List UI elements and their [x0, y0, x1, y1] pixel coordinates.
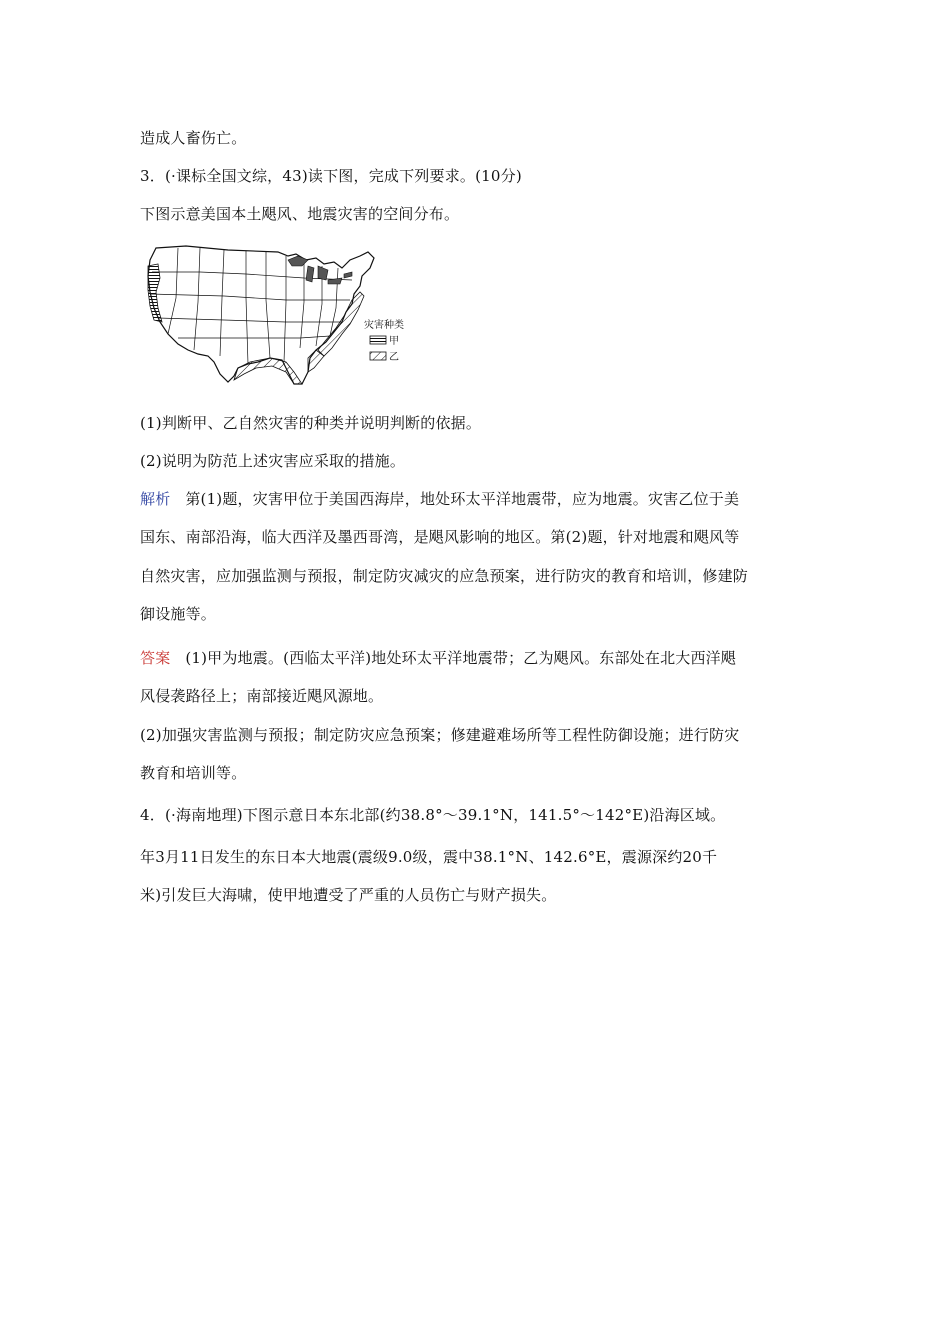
analysis-label: 解析: [140, 490, 171, 508]
analysis-line-4: 御设施等。: [140, 605, 217, 623]
answer-line-1: [140, 648, 736, 668]
answer-line-2: 风侵袭路径上；南部接近飓风源地。: [140, 687, 384, 705]
legend-swatch-yi: [370, 352, 386, 360]
question-4-line-2: 年3月11日发生的东日本大地震(震级9.0级，震中38.1°N、142.6°E，震源深约20千: [140, 848, 718, 866]
answer-line-3: (2)加强灾害监测与预报；制定防灾应急预案；修建避难场所等工程性防御设施；进行防灾: [140, 726, 740, 744]
question-4-line-3: 米)引发巨大海啸，使甲地遭受了严重的人员伤亡与财产损失。: [140, 886, 557, 904]
usa-disaster-map: [138, 238, 428, 390]
legend-title: 灾害种类: [364, 320, 404, 331]
answer-line-4: 教育和培训等。: [140, 764, 247, 782]
figure-caption: 下图示意美国本土飓风、地震灾害的空间分布。: [140, 205, 460, 223]
legend-swatch-jia: [370, 336, 386, 344]
analysis-line-3: 自然灾害，应加强监测与预报，制定防灾减灾的应急预案，进行防灾的教育和培训，修建防: [140, 567, 749, 585]
question-3-part-1: (1)判断甲、乙自然灾害的种类并说明判断的依据。: [140, 414, 482, 432]
legend-label-yi: 乙: [389, 352, 399, 363]
answer-label: 答案: [140, 649, 171, 667]
map-legend: [364, 318, 404, 363]
question-3-heading: 3．(·课标全国文综，43)读下图，完成下列要求。(10分): [140, 167, 522, 185]
analysis-text-1: 第(1)题，灾害甲位于美国西海岸，地处环太平洋地震带，应为地震。灾害乙位于美: [185, 490, 740, 508]
text-line: 造成人畜伤亡。: [140, 129, 247, 147]
analysis-line-1: [140, 489, 739, 509]
analysis-line-2: 国东、南部沿海，临大西洋及墨西哥湾，是飓风影响的地区。第(2)题，针对地震和飓风等: [140, 528, 740, 546]
answer-text-1: (1)甲为地震。(西临太平洋)地处环太平洋地震带；乙为飓风。东部处在北大西洋飓: [185, 649, 737, 667]
question-4-line-1: 4．(·海南地理)下图示意日本东北部(约38.8°～39.1°N，141.5°～142°E)沿海区域。: [140, 806, 726, 824]
legend-label-jia: 甲: [389, 336, 399, 347]
question-3-part-2: (2)说明为防范上述灾害应采取的措施。: [140, 452, 406, 470]
usa-map-svg: [138, 238, 428, 390]
